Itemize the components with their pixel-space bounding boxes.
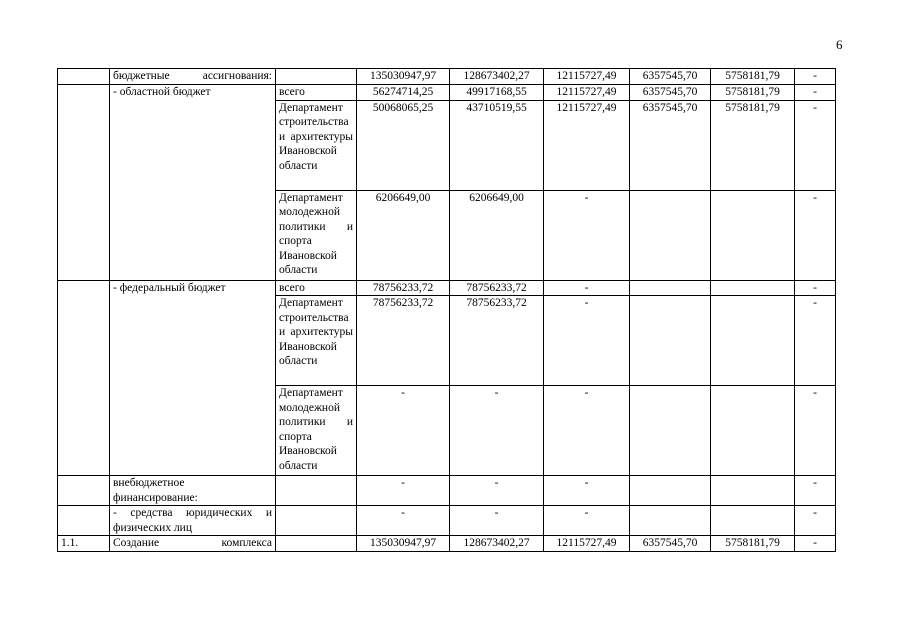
year2-cell: - bbox=[544, 476, 630, 506]
year5-cell: - bbox=[795, 476, 836, 506]
year4-cell bbox=[711, 296, 795, 386]
year3-cell bbox=[630, 280, 711, 296]
year1-cell: 128673402,27 bbox=[450, 536, 544, 552]
year1-cell: - bbox=[450, 476, 544, 506]
year1-cell: 49917168,55 bbox=[450, 85, 544, 101]
year1-cell: - bbox=[450, 506, 544, 536]
year2-cell: - bbox=[544, 296, 630, 386]
year1-cell: 78756233,72 bbox=[450, 296, 544, 386]
year3-cell bbox=[630, 476, 711, 506]
table-row bbox=[58, 69, 836, 85]
subitem-cell bbox=[276, 69, 357, 85]
total-cell: 135030947,97 bbox=[357, 69, 450, 85]
item-name-cell: - средства юридических и физических лиц bbox=[110, 506, 276, 536]
total-cell: 56274714,25 bbox=[357, 85, 450, 101]
total-cell: 78756233,72 bbox=[357, 296, 450, 386]
year4-cell bbox=[711, 386, 795, 476]
year2-cell: - bbox=[544, 386, 630, 476]
total-cell: 6206649,00 bbox=[357, 190, 450, 280]
year3-cell bbox=[630, 296, 711, 386]
total-cell: 135030947,97 bbox=[357, 536, 450, 552]
year2-cell: 12115727,49 bbox=[544, 85, 630, 101]
table-row bbox=[58, 280, 836, 296]
year2-cell: 12115727,49 bbox=[544, 100, 630, 190]
year4-cell: 5758181,79 bbox=[711, 69, 795, 85]
year3-cell: 6357545,70 bbox=[630, 536, 711, 552]
subitem-cell bbox=[276, 506, 357, 536]
item-name-cell: - федеральный бюджет bbox=[110, 280, 276, 476]
table-row bbox=[58, 536, 836, 552]
item-name-cell: бюджетные ассигнования: bbox=[110, 69, 276, 85]
year3-cell bbox=[630, 506, 711, 536]
year4-cell: 5758181,79 bbox=[711, 85, 795, 101]
year4-cell bbox=[711, 506, 795, 536]
row-number-cell bbox=[58, 476, 110, 506]
year3-cell: 6357545,70 bbox=[630, 100, 711, 190]
year1-cell: 6206649,00 bbox=[450, 190, 544, 280]
year4-cell: 5758181,79 bbox=[711, 536, 795, 552]
subitem-cell: всего bbox=[276, 85, 357, 101]
year5-cell: - bbox=[795, 69, 836, 85]
table-row bbox=[58, 85, 836, 101]
year3-cell bbox=[630, 386, 711, 476]
year5-cell: - bbox=[795, 85, 836, 101]
year3-cell: 6357545,70 bbox=[630, 85, 711, 101]
year2-cell: - bbox=[544, 190, 630, 280]
row-number-cell: 1.1. bbox=[58, 536, 110, 552]
year4-cell bbox=[711, 190, 795, 280]
item-name-cell: внебюджетное финансирование: bbox=[110, 476, 276, 506]
total-cell: - bbox=[357, 506, 450, 536]
subitem-cell: Департамент молодежной политики и спорта Ивановской области bbox=[276, 190, 357, 280]
year1-cell: 78756233,72 bbox=[450, 280, 544, 296]
year4-cell bbox=[711, 476, 795, 506]
year2-cell: - bbox=[544, 280, 630, 296]
year5-cell: - bbox=[795, 190, 836, 280]
item-name-cell: - областной бюджет bbox=[110, 85, 276, 281]
row-number-cell bbox=[58, 280, 110, 476]
table-row bbox=[58, 476, 836, 506]
year2-cell: 12115727,49 bbox=[544, 536, 630, 552]
total-cell: 78756233,72 bbox=[357, 280, 450, 296]
year3-cell: 6357545,70 bbox=[630, 69, 711, 85]
item-name-cell: Создание комплекса bbox=[110, 536, 276, 552]
year4-cell: 5758181,79 bbox=[711, 100, 795, 190]
subitem-cell bbox=[276, 476, 357, 506]
subitem-cell: Департамент строительства и архитектуры Ивановской области bbox=[276, 296, 357, 386]
total-cell: 50068065,25 bbox=[357, 100, 450, 190]
year5-cell: - bbox=[795, 296, 836, 386]
year5-cell: - bbox=[795, 280, 836, 296]
year5-cell: - bbox=[795, 506, 836, 536]
year4-cell bbox=[711, 280, 795, 296]
year5-cell: - bbox=[795, 536, 836, 552]
year1-cell: 128673402,27 bbox=[450, 69, 544, 85]
row-number-cell bbox=[58, 85, 110, 281]
page-number: 6 bbox=[836, 37, 843, 52]
budget-table bbox=[57, 68, 836, 552]
table-row bbox=[58, 506, 836, 536]
subitem-cell: Департамент строительства и архитектуры Ивановской области bbox=[276, 100, 357, 190]
year2-cell: 12115727,49 bbox=[544, 69, 630, 85]
year3-cell bbox=[630, 190, 711, 280]
row-number-cell bbox=[58, 506, 110, 536]
total-cell: - bbox=[357, 476, 450, 506]
year1-cell: - bbox=[450, 386, 544, 476]
year1-cell: 43710519,55 bbox=[450, 100, 544, 190]
subitem-cell bbox=[276, 536, 357, 552]
subitem-cell: всего bbox=[276, 280, 357, 296]
row-number-cell bbox=[58, 69, 110, 85]
year5-cell: - bbox=[795, 100, 836, 190]
year2-cell: - bbox=[544, 506, 630, 536]
year5-cell: - bbox=[795, 386, 836, 476]
total-cell: - bbox=[357, 386, 450, 476]
subitem-cell: Департамент молодежной политики и спорта Ивановской области bbox=[276, 386, 357, 476]
